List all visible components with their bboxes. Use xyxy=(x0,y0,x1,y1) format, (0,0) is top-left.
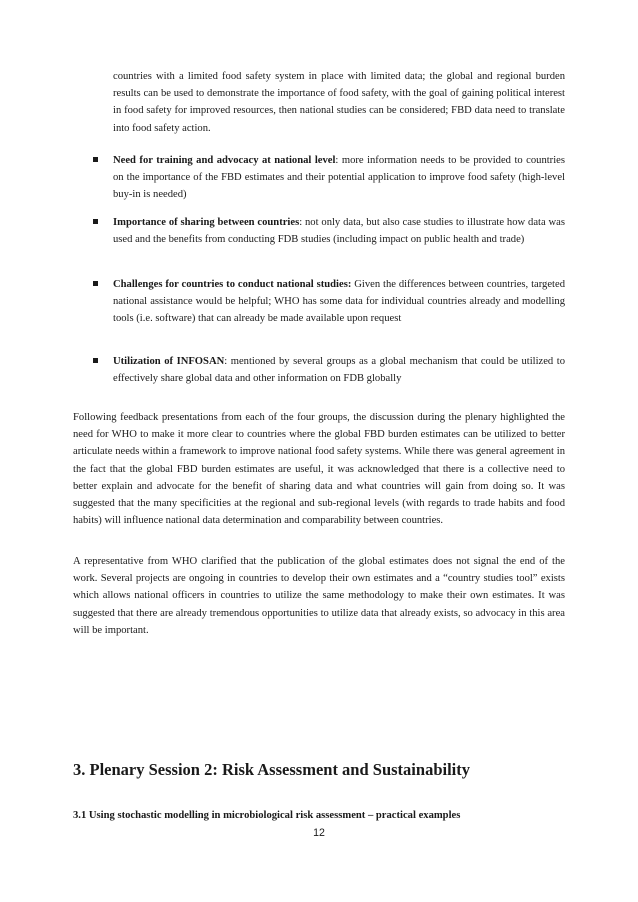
bullet-text xyxy=(113,276,565,328)
bullet-body: : more information needs to be provided to countries on the importance of the FBD estimates and their potential application to improve food safety (high-level buy-in is needed) xyxy=(113,155,565,201)
bullet-body: : not only data, but also case studies to illustrate how data was used and the benefits from conducting FDB studies (including impact on public health and trade) xyxy=(113,217,565,246)
bullet-title: Utilization of INFOSAN xyxy=(113,356,225,367)
square-bullet-icon xyxy=(93,358,98,363)
bullet-text xyxy=(113,214,565,248)
bullet-body: : mentioned by several groups as a global mechanism that could be utilized to effectively share global data and other information on FDB globally xyxy=(113,356,566,385)
lead-paragraph: countries with a limited food safety system in place with limited data; the global and regional burden results can be used to demonstrate the importance of food safety, with the goal of gaining political interest in food safety for improved resources, then national studies can be considered; FBD data need to translate into food safety action. xyxy=(113,71,565,134)
body-paragraph: Following feedback presentations from each of the four groups, the discussion during the plenary highlighted the need for WHO to make it more clear to countries where the global FBD burden estimates can be utilized to better articulate needs within a framework to improve national food safety systems. While there was general agreement in the fact that the global FBD burden estimates are useful, it was acknowledged that there is a collective need to better explain and advocate for the benefit of sharing data and what countries will gain from doing so. It was suggested that the many specificities at the regional and sub-regional levels (with regards to trade habits and food habits) will influence national data determination and comparability between countries. xyxy=(73,412,565,527)
section-heading: 3. Plenary Session 2: Risk Assessment and Sustainability xyxy=(73,760,470,779)
bullet-title: Importance of sharing between countries xyxy=(113,217,300,228)
bullet-title: Challenges for countries to conduct national studies: xyxy=(113,279,352,290)
square-bullet-icon xyxy=(93,281,98,286)
bullet-text xyxy=(113,353,565,387)
square-bullet-icon xyxy=(93,219,98,224)
page-number: 12 xyxy=(313,827,325,839)
body-paragraph: A representative from WHO clarified that the publication of the global estimates does not signal the end of the work. Several projects are ongoing in countries to develop their own estimates and a “country studies tool” exists which allows national officers in countries to utilize the same methodology to make their own estimates. It was suggested that there are already tremendous opportunities to utilize data that already exists, so advocacy in this area will be important. xyxy=(73,556,565,636)
bullet-body: Given the differences between countries, targeted national assistance would be helpful; WHO has some data for individual countries already and modelling tools (i.e. software) that can already be made available upon request xyxy=(113,279,565,325)
square-bullet-icon xyxy=(93,157,98,162)
subsection-heading: 3.1 Using stochastic modelling in microbiological risk assessment – practical examples xyxy=(73,810,461,821)
bullet-title: Need for training and advocacy at national level xyxy=(113,155,336,166)
bullet-text xyxy=(113,152,565,204)
